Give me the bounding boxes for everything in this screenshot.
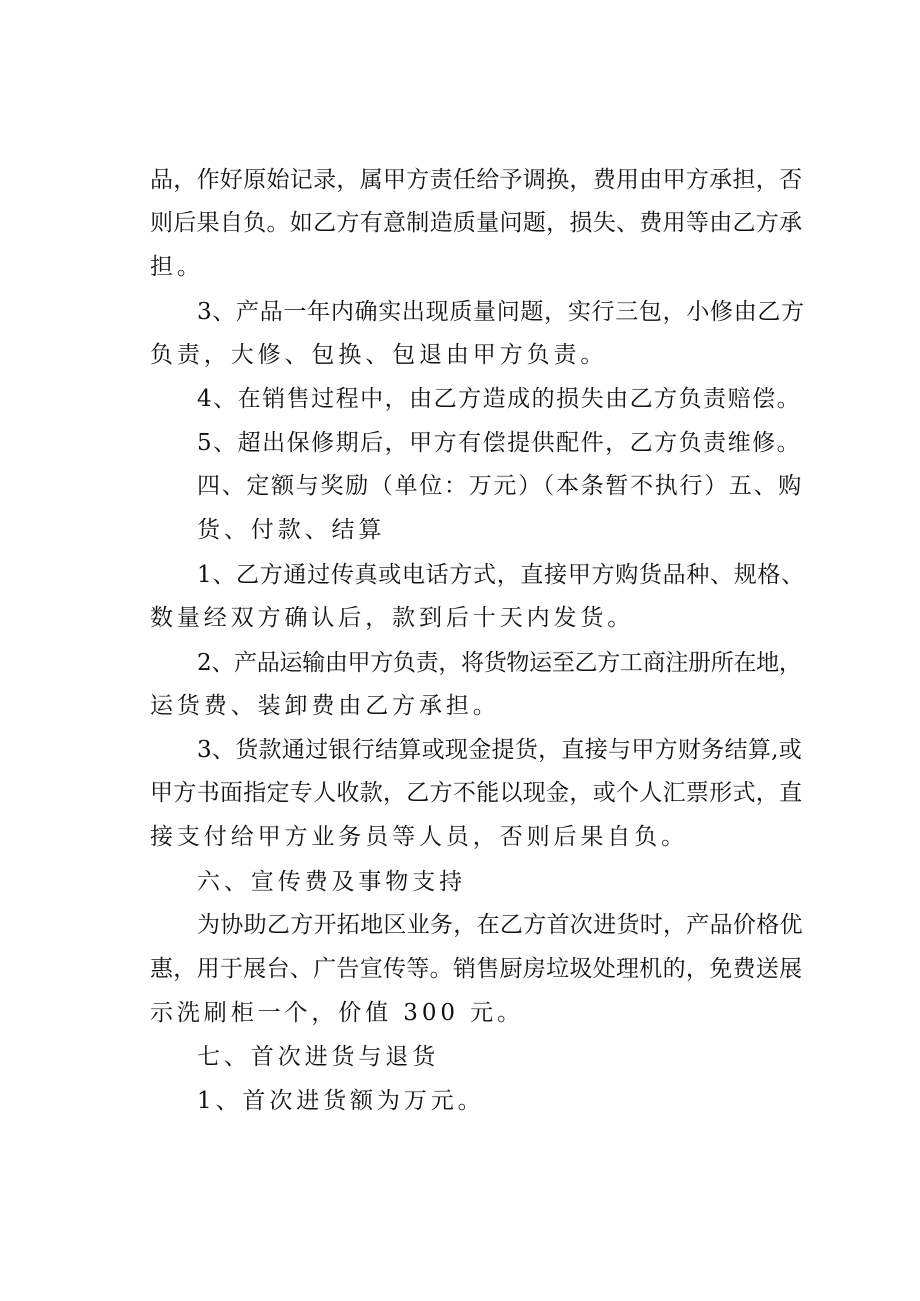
text-line [0,905,920,945]
line-text: 七、首次进货与退货 [197,1044,440,1070]
line-text: 惠，用于展台、广告宣传等。销售厨房垃圾处理机的，免费送展 [150,956,803,982]
text-line [0,643,920,683]
text-line [0,1081,920,1121]
text-line [0,423,920,463]
line-text: 为协助乙方开拓地区业务，在乙方首次进货时，产品价格优 [197,912,803,938]
text-line [0,292,920,332]
line-text: 4、在销售过程中，由乙方造成的损失由乙方负责赔偿。 [197,386,802,412]
line-text: 3、货款通过银行结算或现金提货，直接与甲方财务结算,或 [197,737,803,763]
line-text: 示洗刷柜一个，价值 300 元。 [150,1000,524,1026]
text-line [0,466,920,506]
line-text: 担。 [150,254,204,280]
text-line [0,1037,920,1077]
text-line [0,335,920,375]
line-text: 六、宣传费及事物支持 [197,869,466,895]
line-text: 接支付给甲方业务员等人员，否则后果自负。 [150,824,688,850]
line-text: 货、付款、结算 [197,517,386,543]
text-line [0,510,920,550]
line-text: 3、产品一年内确实出现质量问题，实行三包，小修由乙方 [197,299,805,325]
text-line [0,862,920,902]
text-line [0,686,920,726]
line-text: 运货费、装卸费由乙方承担。 [150,693,500,719]
line-text: 负责，大修、包换、包退由甲方负责。 [150,342,608,368]
line-text: 2、产品运输由甲方负责，将货物运至乙方工商注册所在地， [197,650,802,676]
text-line [0,247,920,287]
line-text: 1、首次进货额为万元。 [197,1088,485,1114]
line-text: 5、超出保修期后，甲方有偿提供配件，乙方负责维修。 [197,430,802,456]
line-text: 则后果自负。如乙方有意制造质量问题，损失、费用等由乙方承 [150,210,803,236]
line-text: 品，作好原始记录，属甲方责任给予调换，费用由甲方承担，否 [150,167,803,193]
text-line [0,379,920,419]
line-text: 1、乙方通过传真或电话方式，直接甲方购货品种、规格、 [197,562,805,588]
text-line [0,598,920,638]
text-line [0,555,920,595]
line-text: 数量经双方确认后，款到后十天内发货。 [150,605,635,631]
text-line [0,203,920,243]
text-line [0,993,920,1033]
text-line [0,730,920,770]
line-text: 甲方书面指定专人收款，乙方不能以现金，或个人汇票形式，直 [150,780,803,806]
text-line [0,773,920,813]
text-line [0,160,920,200]
text-line [0,949,920,989]
text-line [0,817,920,857]
line-text: 四、定额与奖励（单位：万元）（本条暂不执行）五、购 [197,473,803,499]
